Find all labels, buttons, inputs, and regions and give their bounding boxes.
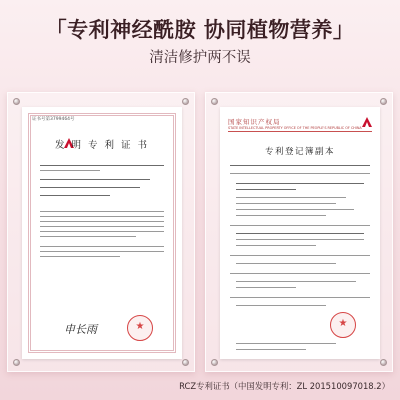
pin-icon	[211, 359, 218, 366]
certificate-number: 证书号第3799464号	[32, 117, 75, 122]
certificate-frame-left	[7, 92, 195, 372]
director-signature: 申长雨	[64, 323, 97, 336]
register-header-en: STATE INTELLECTUAL PROPERTY OFFICE OF THE PEOPLE'S REPUBLIC OF CHINA	[228, 126, 362, 130]
register-title: 专利登记簿副本	[264, 147, 335, 157]
official-seal-icon	[330, 312, 356, 338]
patent-office-logo-icon	[360, 115, 374, 129]
pin-icon	[13, 359, 20, 366]
subline: 清洁修护两不误	[149, 50, 251, 66]
certificate-title: 发 明 专 利 证 书	[54, 140, 150, 151]
patent-caption: RCZ专利证书（中国发明专利：ZL 201510097018.2）	[179, 381, 390, 391]
pin-icon	[380, 98, 387, 105]
headline: 「专利神经酰胺 协同植物营养」	[45, 18, 355, 42]
patent-certificate	[22, 107, 182, 359]
register-header-cn: 国家知识产权局	[228, 118, 281, 126]
patent-register-copy	[220, 107, 380, 359]
certificate-frame-right	[205, 92, 393, 372]
pin-icon	[182, 98, 189, 105]
pin-icon	[182, 359, 189, 366]
header-divider	[228, 131, 372, 132]
official-seal-icon	[127, 315, 153, 341]
pin-icon	[13, 98, 20, 105]
pin-icon	[380, 359, 387, 366]
pin-icon	[211, 98, 218, 105]
